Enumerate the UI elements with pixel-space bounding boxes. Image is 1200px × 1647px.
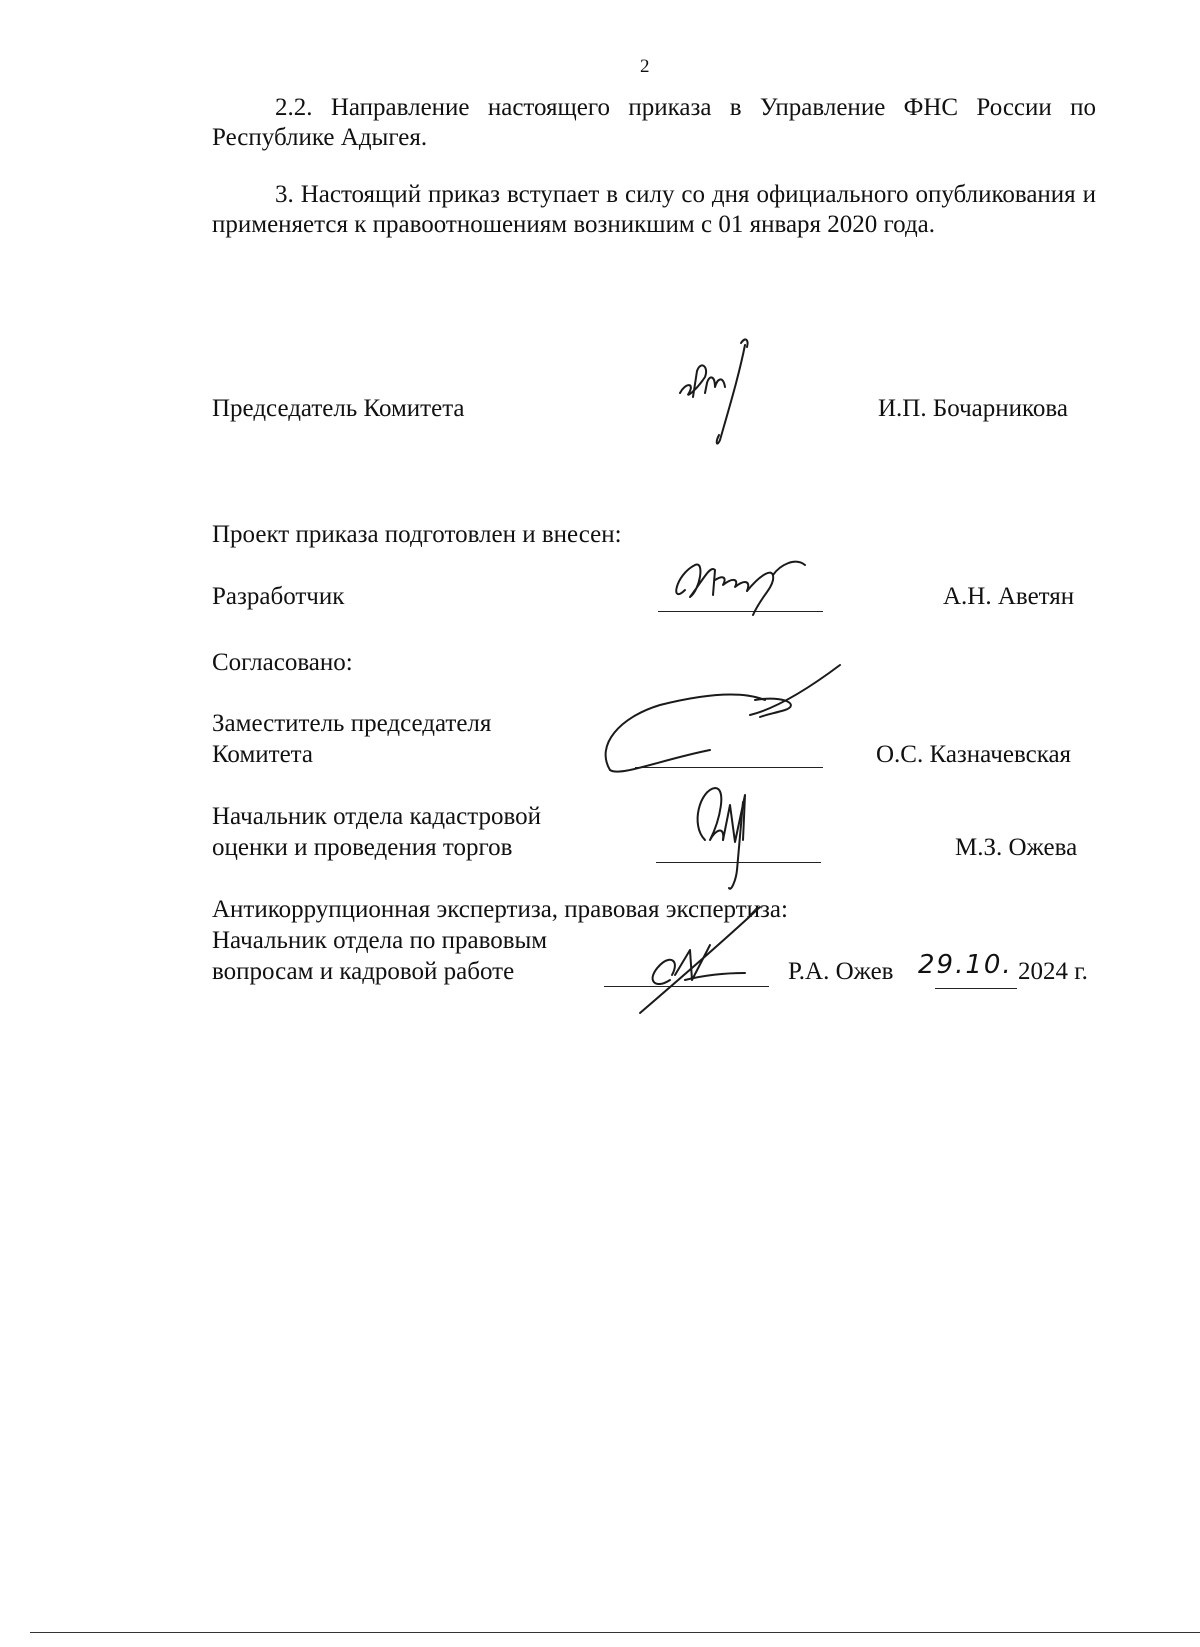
paragraph-2-2: 2.2. Направление настоящего приказа в Управление ФНС России по Республике Адыгея. xyxy=(212,94,1096,151)
developer-signature xyxy=(665,535,835,625)
developer-name: А.Н. Аветян xyxy=(943,583,1075,610)
chairman-name: И.П. Бочарникова xyxy=(878,395,1068,422)
deputy-signature xyxy=(600,665,850,785)
deputy-title-line2: Комитета xyxy=(212,741,314,768)
legal-head-title-line1: Начальник отдела по правовым xyxy=(212,927,548,954)
prepared-heading: Проект приказа подготовлен и внесен: xyxy=(212,521,622,548)
legal-head-title-line2: вопросам и кадровой работе xyxy=(212,958,515,985)
deputy-title-line1: Заместитель председателя xyxy=(212,710,492,737)
handwritten-date: 29.10. xyxy=(918,950,1013,980)
date-underline xyxy=(935,988,1017,989)
developer-title: Разработчик xyxy=(212,583,345,610)
page-number: 2 xyxy=(640,56,650,77)
cadastral-head-signature xyxy=(685,780,775,905)
year-suffix: 2024 г. xyxy=(1018,958,1088,985)
bottom-rule xyxy=(30,1632,1200,1633)
chairman-signature xyxy=(675,335,785,460)
agreed-heading: Согласовано: xyxy=(212,649,353,676)
legal-head-name: Р.А. Ожев xyxy=(788,958,894,985)
paragraph-3: 3. Настоящий приказ вступает в силу со дня официального опубликования и применяется к правоотношениям возникшим с 01 января 2020 года. xyxy=(212,181,1096,238)
legal-head-signature xyxy=(630,905,780,1015)
expertise-heading: Антикоррупционная экспертиза, правовая экспертиза: xyxy=(212,896,788,923)
cadastral-head-name: М.З. Ожева xyxy=(955,834,1078,861)
deputy-name: О.С. Казначевская xyxy=(876,741,1072,768)
cadastral-head-title-line2: оценки и проведения торгов xyxy=(212,834,513,861)
chairman-title: Председатель Комитета xyxy=(212,395,465,422)
cadastral-head-title-line1: Начальник отдела кадастровой xyxy=(212,803,541,830)
